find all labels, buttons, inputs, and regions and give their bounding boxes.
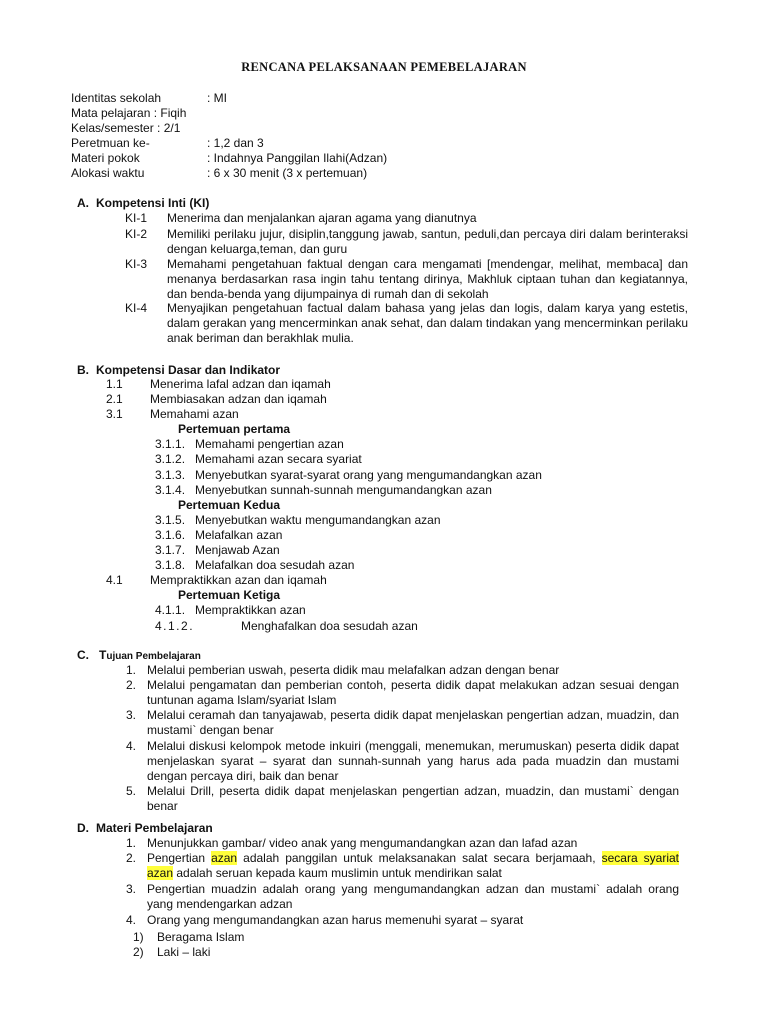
list-item [147, 851, 679, 881]
kd-text: Membiasakan adzan dan iqamah [150, 392, 327, 406]
list-number: 3. [126, 708, 137, 722]
list-number: 1. [126, 836, 137, 850]
indikator-number: 4.1.1. [155, 603, 186, 617]
list-item: Melalui diskusi kelompok metode inkuiri (menggali, menemukan, merumuskan) peserta didik dapat menjelaskan syarat – syarat dan sunnah-sunnah yang harus ada pada muadzin dan mustami dengan percaya diri, baik dan benar [147, 739, 679, 783]
indikator-text: Menyebutkan syarat-syarat orang yang mengumandangkan azan [195, 468, 542, 482]
indikator-text: Menghafalkan doa sesudah azan [241, 619, 418, 633]
identitas-label: Identitas sekolah [71, 91, 162, 105]
identitas-value: : Indahnya Panggilan Ilahi(Adzan) [207, 151, 388, 165]
text-segment: adalah seruan kepada kaum muslimin untuk mendirikan salat [173, 866, 502, 880]
section-d-letter: D. [77, 821, 89, 835]
list-number: 2. [126, 678, 137, 692]
ki-code: KI-3 [125, 257, 148, 271]
text-segment: Pengertian [147, 851, 212, 865]
section-b-letter: B. [77, 363, 89, 377]
indikator-text: Melafalkan doa sesudah azan [195, 558, 355, 572]
indikator-number: 3.1.3. [155, 468, 186, 482]
identitas-value: : MI [207, 91, 227, 105]
indikator-number: 3.1.5. [155, 513, 186, 527]
identitas-value: : 6 x 30 menit (3 x pertemuan) [207, 166, 368, 180]
indikator-text: Melafalkan azan [195, 528, 283, 542]
sub-item: Beragama Islam [157, 930, 245, 944]
list-item: Melalui ceramah dan tanyajawab, peserta didik dapat menjelaskan pengertian adzan, muadzin, dan mustami` dengan benar [147, 708, 679, 737]
list-item: Pengertian muadzin adalah orang yang mengumandangkan adzan dan mustami` adalah orang yang mendengarkan adzan [147, 882, 679, 911]
section-c-title-rest: ujuan Pembelajaran [106, 651, 201, 662]
list-item: Melalui Drill, peserta didik dapat menjelaskan pengertian adzan, muadzin, dan mustami` dengan benar [147, 784, 679, 813]
sub-number: 2) [133, 945, 144, 959]
ki-text: Menyajikan pengetahuan factual dalam bahasa yang jelas dan logis, dalam karya yang estetis, dalam gerakan yang mencerminkan anak sehat, dan dalam tindakan yang mencerminkan perilaku anak beriman dan berakhlak mulia. [167, 301, 688, 345]
indikator-text: Menjawab Azan [195, 543, 280, 557]
highlighted-text: azan [147, 866, 174, 880]
kd-number: 1.1 [106, 377, 123, 391]
indikator-text: Memahami azan secara syariat [195, 452, 362, 466]
pertemuan-heading: Pertemuan pertama [178, 422, 291, 436]
text-segment: adalah panggilan untuk melaksanakan salat secara berjamaah, [237, 851, 602, 865]
identitas-value: : 1,2 dan 3 [207, 136, 264, 150]
identitas-label: Alokasi waktu [71, 166, 145, 180]
list-item: Melalui pengamatan dan pemberian contoh, peserta didik dapat melakukan adzan sesuai dengan tuntunan agama Islam/syariat Islam [147, 678, 679, 707]
ki-code: KI-2 [125, 227, 148, 241]
indikator-text: Menyebutkan sunnah-sunnah mengumandangkan azan [195, 483, 492, 497]
identitas-label: Peretmuan ke- [71, 136, 150, 150]
kd-number: 3.1 [106, 407, 123, 421]
kd-text: Menerima lafal adzan dan iqamah [150, 377, 331, 391]
kd-number: 4.1 [106, 573, 123, 587]
indikator-text: Mempraktikkan azan [195, 603, 306, 617]
page-title: RENCANA PELAKSANAAN PEMEBELAJARAN [241, 60, 527, 74]
section-b-title: Kompetensi Dasar dan Indikator [96, 363, 281, 377]
list-item: Menunjukkan gambar/ video anak yang mengumandangkan azan dan lafad azan [147, 836, 578, 850]
section-a-letter: A. [77, 196, 89, 210]
highlighted-text: secara syariat [601, 851, 679, 865]
identitas-label: Kelas/semester : 2/1 [71, 121, 181, 135]
identitas-label: Mata pelajaran : Fiqih [71, 106, 187, 120]
pertemuan-heading: Pertemuan Ketiga [178, 588, 281, 602]
sub-item: Laki – laki [157, 945, 211, 959]
indikator-number: 3.1.2. [155, 452, 186, 466]
indikator-text: Menyebutkan waktu mengumandangkan azan [195, 513, 441, 527]
ki-code: KI-4 [125, 301, 148, 315]
indikator-number: 4.1.2. [155, 619, 195, 633]
sub-number: 1) [133, 930, 144, 944]
kd-text: Memahami azan [150, 407, 239, 421]
section-c-title-initial: T [99, 648, 107, 662]
kd-number: 2.1 [106, 392, 123, 406]
identitas-label: Materi pokok [71, 151, 140, 165]
indikator-number: 3.1.8. [155, 558, 186, 572]
indikator-number: 3.1.6. [155, 528, 186, 542]
indikator-number: 3.1.4. [155, 483, 186, 497]
list-number: 2. [126, 851, 137, 865]
section-a-title: Kompetensi Inti (KI) [96, 196, 210, 210]
section-c-title [99, 648, 201, 664]
list-number: 4. [126, 913, 137, 927]
ki-text: Memahami pengetahuan faktual dengan cara mengamati [mendengar, melihat, membaca] dan menanya berdasarkan rasa ingin tahu tentang dirinya, Makhluk ciptaan tuhan dan kegiatannya, dan benda-benda yang dijumpainya di rumah dan di sekolah [167, 257, 688, 301]
ki-text: Memiliki perilaku jujur, disiplin,tanggung jawab, santun, peduli,dan percaya diri dalam berinteraksi dengan keluarga,teman, dan guru [167, 227, 688, 256]
list-number: 5. [126, 784, 137, 798]
ki-text: Menerima dan menjalankan ajaran agama yang dianutnya [167, 211, 477, 225]
kd-text: Mempraktikkan azan dan iqamah [150, 573, 327, 587]
indikator-text: Memahami pengertian azan [195, 437, 344, 451]
indikator-number: 3.1.7. [155, 543, 186, 557]
section-d-title: Materi Pembelajaran [96, 821, 213, 835]
list-number: 3. [126, 882, 137, 896]
pertemuan-heading: Pertemuan Kedua [178, 498, 281, 512]
list-number: 1. [126, 663, 137, 677]
section-c-letter: C. [77, 648, 89, 662]
list-item: Melalui pemberian uswah, peserta didik mau melafalkan adzan dengan benar [147, 663, 560, 677]
indikator-number: 3.1.1. [155, 437, 186, 451]
list-number: 4. [126, 739, 137, 753]
highlighted-text: azan [211, 851, 238, 865]
list-item: Orang yang mengumandangkan azan harus memenuhi syarat – syarat [147, 913, 524, 927]
ki-code: KI-1 [125, 211, 148, 225]
